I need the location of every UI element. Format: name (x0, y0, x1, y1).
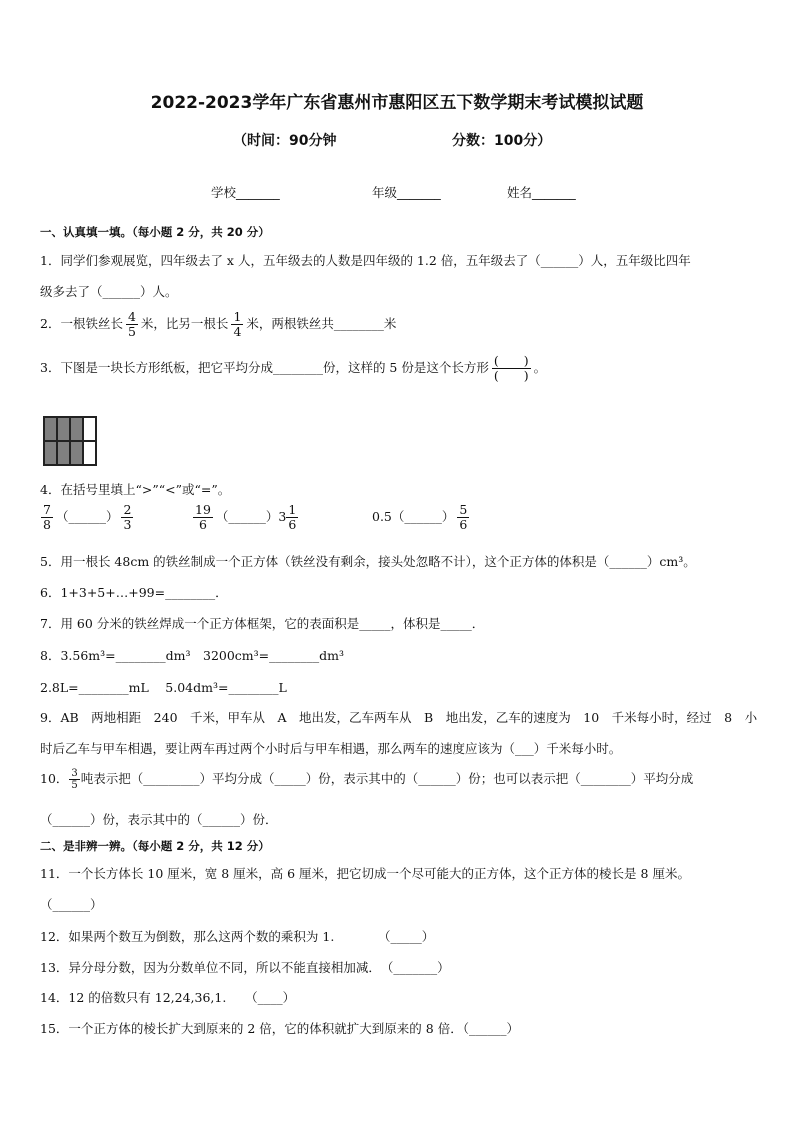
q3-text: 3．下图是一块长方形纸板，把它平均分成________份，这样的 5 份是这个长方形 (40, 360, 489, 375)
grid-cell (70, 417, 83, 441)
question-2 (40, 310, 396, 339)
question-8-line-1: 8．3.56m³=________dm³ 3200cm³=________dm³ (40, 648, 345, 663)
q3-blank-fraction: $\frac{( )}{( )}$ (493, 353, 529, 383)
q2-text-c: 米，两根铁丝共________米 (246, 316, 397, 331)
question-10-line-2: （______）份，表示其中的（______）份． (40, 812, 278, 827)
question-8-line-2: 2.8L=________mL 5.04dm³=________L (40, 680, 287, 695)
question-11-line-1: 11．一个长方体长 10 厘米，宽 8 厘米，高 6 厘米，把它切成一个尽可能大的正方体，这个正方体的棱长是 8 厘米。 (40, 866, 690, 881)
exam-time: （时间：90分钟 (233, 133, 337, 149)
question-10-line-1: 10． $\frac{3}{5}$ 吨表示把（_________）平均分成（_____）份，表示其中的（______）份；也可以表示把（________）平均分成 (40, 768, 694, 791)
exam-score: 分数：100分） (452, 133, 552, 149)
question-7: 7．用 60 分米的铁丝焊成一个正方体框架，它的表面积是_____，体积是_____． (40, 616, 485, 631)
grid-cell (83, 417, 96, 441)
question-5: 5．用一根长 48cm 的铁丝制成一个正方体（铁丝没有剩余，接头处忽略不计），这个正方体的体积是（______）cm³。 (40, 554, 696, 569)
question-6: 6．1+3+5+…+99=________． (40, 585, 228, 600)
page-title: 2022-2023学年广东省惠州市惠阳区五下数学期末考试模拟试题 (150, 93, 644, 113)
grid-cell (44, 417, 57, 441)
question-4-item-3: 0.5（______） $\frac{5}{6}$ (372, 502, 468, 532)
section-2-heading: 二、是非辨一辨。（每小题 2 分，共 12 分） (40, 839, 270, 853)
grid-cell (83, 441, 96, 465)
question-3: 3．下图是一块长方形纸板，把它平均分成________份，这样的 5 份是这个长方形 $\frac{( )}{( )}$ 。 (40, 353, 547, 383)
question-9-line-1: 9．AB 两地相距 240 千米，甲车从 A 地出发，乙车两车从 B 地出发，乙车的速度为 10 千米每小时，经过 8 小 (40, 710, 758, 725)
question-12: 12．如果两个数互为倒数，那么这两个数的乘积为 1. （_____） (40, 929, 435, 944)
question-14: 14．12 的倍数只有 12,24,36,1. （____） (40, 990, 296, 1005)
question-1-line-1: 1．同学们参观展览，四年级去了 x 人，五年级去的人数是四年级的 1.2 倍，五年级去了（______）人，五年级比四年 (40, 253, 691, 268)
question-4-item-2: $\frac{19}{6}$ （______）3 $\frac{1}{6}$ (195, 502, 297, 532)
question-1-line-2: 级多去了（______）人。 (40, 284, 178, 299)
grid-cell (57, 417, 70, 441)
question-15: 15．一个正方体的棱长扩大到原来的 2 倍，它的体积就扩大到原来的 8 倍．（______） (40, 1021, 519, 1036)
school-field: 学校_______ (211, 185, 280, 200)
grade-field: 年级_______ (372, 185, 441, 200)
q2-text-b: 米，比另一根长 (140, 316, 229, 331)
section-1-heading: 一、认真填一填。（每小题 2 分，共 20 分） (40, 225, 270, 239)
q2-text-a: 2．一根铁丝长 (40, 316, 123, 331)
grid-cell (57, 441, 70, 465)
q2-fraction-1: $\frac{4}{5}$ (127, 309, 136, 339)
rectangle-grid-figure (43, 416, 97, 466)
q2-fraction-2: $\frac{1}{4}$ (233, 309, 242, 339)
question-13: 13．异分母分数，因为分数单位不同，所以不能直接相加减． （_______） (40, 960, 450, 975)
question-4-item-1: $\frac{7}{8}$ （______） $\frac{2}{3}$ (43, 502, 132, 532)
question-9-line-2: 时后乙车与甲车相遇，要让两车再过两个小时后与甲车相遇，那么两车的速度应该为（___）千米每小时。 (40, 741, 622, 756)
question-11-line-2: （______） (40, 897, 103, 912)
question-4-heading: 4．在括号里填上“>”“<”或“=”。 (40, 482, 231, 497)
name-field: 姓名_______ (507, 185, 576, 200)
grid-cell (44, 441, 57, 465)
grid-cell (70, 441, 83, 465)
